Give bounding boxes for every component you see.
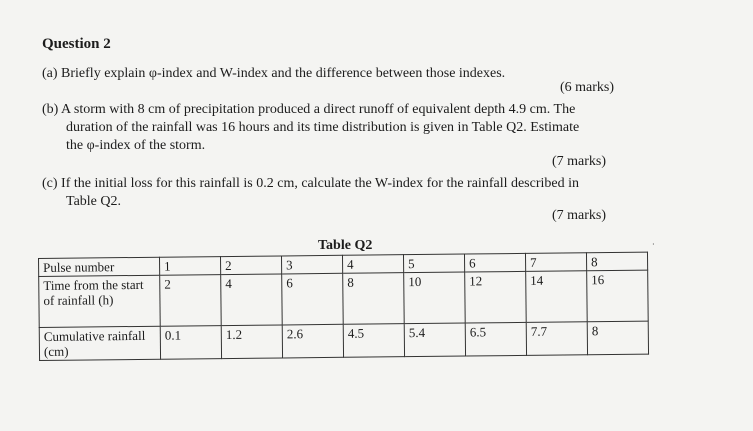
table-cell: 6.5 — [465, 322, 526, 356]
table-cell: 7 — [525, 253, 586, 272]
table-cell: 2 — [220, 256, 281, 275]
table-cell: 1 — [159, 257, 220, 276]
table-cell: 2.6 — [282, 324, 343, 358]
part-a-marks: (6 marks) — [560, 80, 615, 95]
part-a-text: (a) Briefly explain φ-index and W-index and the difference between those indexes. — [42, 66, 506, 81]
table-cell: 4 — [342, 255, 403, 274]
table-cell: 6 — [282, 273, 344, 325]
table-cell: 8 — [586, 252, 647, 271]
table-cell: 2 — [160, 275, 222, 327]
table-row — [39, 321, 648, 360]
table-row — [39, 270, 649, 327]
table-cell: 14 — [526, 271, 588, 323]
part-b-text-line3: the φ-index of the storm. — [66, 138, 206, 153]
table-cell: 4 — [221, 274, 283, 326]
table-cell: 3 — [281, 255, 342, 274]
table-cell: 8 — [587, 321, 648, 355]
part-b-text-line1: (b) A storm with 8 cm of precipitation produced a direct runoff of equivalent depth 4.9 cm. The — [42, 102, 576, 117]
row-label: Time from the start of rainfall (h) — [39, 275, 161, 327]
stray-mark: · — [652, 240, 655, 249]
row-label: Pulse number — [39, 257, 160, 276]
table-cell: 16 — [587, 270, 649, 322]
table-cell: 5 — [403, 254, 464, 273]
part-c-marks: (7 marks) — [552, 208, 607, 223]
table-cell: 4.5 — [343, 324, 404, 358]
part-b-text-line2: duration of the rainfall was 16 hours and its time distribution is given in Table Q2. Estimate — [66, 120, 580, 135]
table-cell: 6 — [464, 253, 525, 272]
part-c-text-line2: Table Q2. — [66, 194, 122, 209]
table-cell: 8 — [343, 273, 405, 325]
table-cell: 7.7 — [526, 322, 587, 356]
row-label: Cumulative rainfall (cm) — [39, 326, 160, 360]
table-cell: 10 — [404, 272, 466, 324]
table-caption: Table Q2 — [318, 238, 373, 253]
question-heading: Question 2 — [42, 36, 111, 52]
table-cell: 0.1 — [160, 326, 221, 360]
table-cell: 1.2 — [221, 325, 282, 359]
part-b-marks: (7 marks) — [552, 154, 607, 169]
rainfall-table — [38, 252, 649, 361]
table-cell: 5.4 — [404, 323, 465, 357]
part-c-text-line1: (c) If the initial loss for this rainfall is 0.2 cm, calculate the W-index for the rainfall described in — [42, 176, 580, 191]
table-cell: 12 — [465, 271, 527, 323]
